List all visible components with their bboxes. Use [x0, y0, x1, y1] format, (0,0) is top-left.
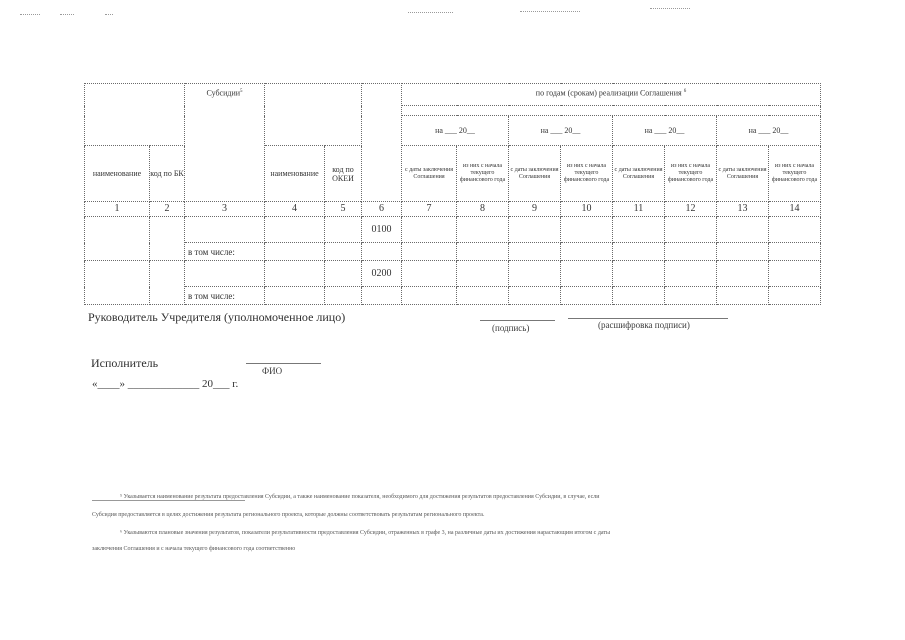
- from-date-header-3: с даты заключения Соглашения: [613, 146, 665, 202]
- by-years-spacer: [402, 106, 821, 116]
- cell: [717, 217, 769, 243]
- cell: [769, 217, 821, 243]
- cell: [509, 261, 561, 287]
- cell: [665, 243, 717, 261]
- subsidy-header: Субсидии$^5$: [185, 84, 265, 202]
- cell: [561, 217, 613, 243]
- cell: [717, 287, 769, 305]
- blank-header-cell: [85, 84, 185, 146]
- from-date-header-2: с даты заключения Соглашения: [509, 146, 561, 202]
- unit-name-header: наименование: [265, 146, 325, 202]
- col-number: 12: [665, 202, 717, 217]
- by-years-header: по годам (срокам) реализации Соглашения $^6$: [402, 84, 821, 106]
- col-number: 7: [402, 202, 457, 217]
- executor-label: Исполнитель: [91, 356, 159, 370]
- cell: [457, 287, 509, 305]
- from-start-header-1: из них с начала текущего финансового года: [457, 146, 509, 202]
- cell: [325, 243, 362, 261]
- okei-header: код по ОКЕИ: [325, 146, 362, 202]
- cell: [613, 243, 665, 261]
- from-date-header-1: с даты заключения Соглашения: [402, 146, 457, 202]
- row-code: 0200: [362, 261, 402, 287]
- col-number: 4: [265, 202, 325, 217]
- sign-line: [480, 320, 555, 321]
- date-line: «____» _____________ 20___ г.: [92, 378, 239, 390]
- footnote-6-line-2: заключения Соглашения и с начала текущего финансового года соответственно: [92, 546, 296, 552]
- unit-header-blank: [265, 84, 362, 146]
- cell: [457, 217, 509, 243]
- col-number: 2: [150, 202, 185, 217]
- footnote-5-line-2: Субсидия предоставляется в целях достижения результата регионального проекта, которые должны соответствовать результатам регионального проекта.: [92, 512, 485, 518]
- cell: [561, 261, 613, 287]
- cell: [509, 243, 561, 261]
- period-2: на ___ 20__: [509, 116, 613, 146]
- col-number: 10: [561, 202, 613, 217]
- cell: [717, 243, 769, 261]
- cell: [561, 243, 613, 261]
- scan-mark: [105, 14, 113, 15]
- cell: [457, 261, 509, 287]
- cell: [769, 261, 821, 287]
- cell: [402, 287, 457, 305]
- executor-line: [246, 363, 321, 364]
- cell: [325, 261, 362, 287]
- cell: [265, 287, 325, 305]
- col-number: 14: [769, 202, 821, 217]
- scan-mark: [20, 14, 40, 15]
- fio-caption: ФИО: [262, 366, 283, 376]
- period-1: на ___ 20__: [402, 116, 509, 146]
- decode-line: [568, 318, 728, 319]
- cell: [185, 217, 265, 243]
- cell: [185, 261, 265, 287]
- including-label: в том числе:: [185, 243, 265, 261]
- col-number: 3: [185, 202, 265, 217]
- table-row: [85, 217, 821, 243]
- cell: [613, 217, 665, 243]
- code-bk-header: код по БК: [150, 146, 185, 202]
- scan-mark: [60, 14, 74, 15]
- row-code: 0100: [362, 217, 402, 243]
- including-label: в том числе:: [185, 287, 265, 305]
- sign-caption: (подпись): [492, 323, 530, 333]
- col-number: 5: [325, 202, 362, 217]
- from-start-header-2: из них с начала текущего финансового года: [561, 146, 613, 202]
- cell: [457, 243, 509, 261]
- cell: [85, 217, 150, 261]
- period-3: на ___ 20__: [613, 116, 717, 146]
- head-label: Руководитель Учредителя (уполномоченное лицо): [88, 310, 346, 324]
- col-number: 13: [717, 202, 769, 217]
- cell: [665, 261, 717, 287]
- cell: [325, 287, 362, 305]
- table-row: [85, 261, 821, 287]
- cell: [325, 217, 362, 243]
- col6-header: [362, 84, 402, 202]
- col-number: 11: [613, 202, 665, 217]
- col-number: 1: [85, 202, 150, 217]
- cell: [769, 243, 821, 261]
- cell: [362, 287, 402, 305]
- cell: [509, 217, 561, 243]
- cell: [85, 261, 150, 305]
- footnote-6-line-1: ⁶ Указываются плановые значения результатов, показатели результативности предоставления Субсидии, отраженных в графе 3, на различные даты их достижения нарастающим итогом с даты: [120, 530, 611, 536]
- cell: [509, 287, 561, 305]
- decode-caption: (расшифровка подписи): [598, 320, 690, 330]
- table-row: [85, 287, 821, 305]
- scan-mark: [520, 11, 580, 12]
- cell: [561, 287, 613, 305]
- footnote-5-line-1: ⁵ Указывается наименование результата предоставления Субсидии, а также наименование показателя, необходимого для достижения результатов предоставления Субсидии, в случае, если: [120, 494, 600, 500]
- cell: [362, 243, 402, 261]
- cell: [769, 287, 821, 305]
- cell: [402, 261, 457, 287]
- cell: [613, 287, 665, 305]
- cell: [150, 261, 185, 305]
- from-start-header-4: из них с начала текущего финансового года: [769, 146, 821, 202]
- table-row: [85, 243, 821, 261]
- cell: [613, 261, 665, 287]
- col-number: 9: [509, 202, 561, 217]
- cell: [150, 217, 185, 261]
- from-start-header-3: из них с начала текущего финансового года: [665, 146, 717, 202]
- cell: [665, 217, 717, 243]
- footnote-separator: [92, 500, 245, 501]
- results-table: [84, 83, 821, 305]
- column-numbers-row: [85, 202, 821, 217]
- col-number: 6: [362, 202, 402, 217]
- cell: [402, 217, 457, 243]
- cell: [665, 287, 717, 305]
- name-header: наименование: [85, 146, 150, 202]
- cell: [265, 217, 325, 243]
- from-date-header-4: с даты заключения Соглашения: [717, 146, 769, 202]
- cell: [717, 261, 769, 287]
- cell: [265, 261, 325, 287]
- period-4: на ___ 20__: [717, 116, 821, 146]
- cell: [265, 243, 325, 261]
- scan-mark: [650, 8, 690, 9]
- col-number: 8: [457, 202, 509, 217]
- scan-mark: [408, 12, 453, 13]
- cell: [402, 243, 457, 261]
